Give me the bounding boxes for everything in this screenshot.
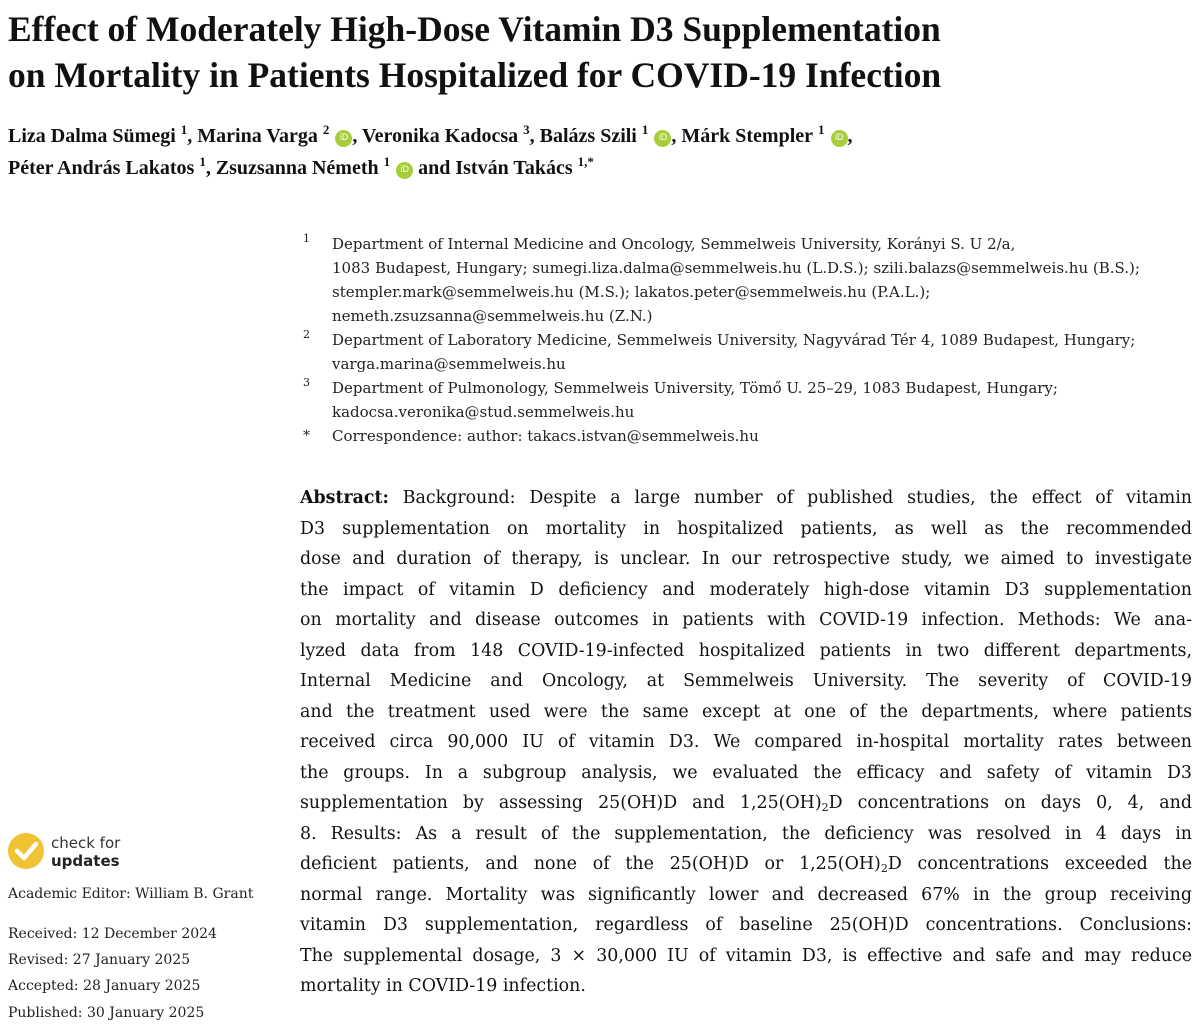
- affiliation-line: varga.marina@semmelweis.hu: [332, 355, 566, 373]
- abstract-line: Abstract: Background: Despite a large number of published studies, the effect of vitamin: [300, 488, 1192, 508]
- affiliation-ref: 2: [322, 122, 330, 137]
- title-line: on Mortality in Patients Hospitalized for COVID-19 Infection: [8, 55, 942, 95]
- abstract-line: 8. Results: As a result of the supplementation, the deficiency was resolved in 4 days in: [300, 823, 1192, 844]
- affiliation-ref: 1: [383, 154, 391, 169]
- affiliation-line: Department of Pulmonology, Semmelweis University, Tömő U. 25–29, 1083 Budapest, Hungary;: [332, 379, 1058, 397]
- affiliation-ref: 1: [818, 122, 825, 137]
- affiliation-mark: *: [303, 428, 310, 444]
- published-date: Published: 30 January 2025: [8, 1005, 205, 1021]
- academic-editor: Academic Editor: William B. Grant: [8, 886, 254, 902]
- author-name: Márk Stempler: [681, 125, 814, 147]
- affiliation-ref: 1: [641, 122, 649, 137]
- affiliation-ref: 1,*: [577, 154, 594, 169]
- abstract-line: supplementation by assessing 25(OH)D and $1,25(OH)_2D$ concentrations on days 0, 4, and: [300, 793, 1193, 814]
- affiliations: [300, 232, 1180, 448]
- accepted-date: Accepted: 28 January 2025: [8, 978, 201, 994]
- checkmark-icon: [8, 833, 44, 869]
- author-name: Marina Varga: [197, 125, 318, 147]
- subscript: 2: [821, 801, 829, 814]
- abstract-line: on mortality and disease outcomes in patients with COVID-19 infection. Methods: We ana-: [300, 610, 1192, 630]
- abstract-line: deficient patients, and none of the 25(OH)D or $1,25(OH)_2D$ concentrations exceeded the: [300, 854, 1192, 875]
- abstract-line: the groups. In a subgroup analysis, we evaluated the efficacy and safety of vitamin D3: [300, 762, 1192, 783]
- author-name: István Takács: [455, 157, 573, 179]
- author: Zsuzsanna Németh $^1$ iD and: [215, 154, 451, 179]
- abstract-line: Internal Medicine and Oncology, at Semmelweis University. The severity of COVID-19: [300, 671, 1192, 691]
- orcid-icon[interactable]: iD: [396, 162, 413, 179]
- affiliation-ref: 1: [199, 154, 206, 169]
- affiliation-line: nemeth.zsuzsanna@semmelweis.hu (Z.N.): [332, 307, 653, 325]
- affiliation-ref: 3: [523, 122, 530, 137]
- author-name: Péter András Lakatos: [8, 157, 195, 179]
- author: [455, 154, 594, 179]
- orcid-icon[interactable]: iD: [335, 130, 352, 147]
- author-line: [8, 152, 1198, 184]
- affiliation-mark: 2: [303, 328, 310, 341]
- affiliation: [300, 232, 1180, 328]
- abstract-line: received circa 90,000 IU of vitamin D3. We compared in-hospital mortality rates between: [300, 732, 1192, 752]
- author: Veronika Kadocsa $^3$,: [361, 122, 535, 147]
- abstract-line: normal range. Mortality was significantly lower and decreased 67% in the group receiving: [300, 884, 1192, 905]
- title-line: Effect of Moderately High-Dose Vitamin D3 Supplementation: [8, 9, 941, 49]
- author-name: Zsuzsanna Németh: [215, 157, 379, 179]
- check-for-label: check for: [51, 834, 121, 852]
- check-for-updates-badge[interactable]: [8, 832, 138, 872]
- abstract-line: lyzed data from 148 COVID-19-infected hospitalized patients in two different departments,: [300, 640, 1192, 661]
- author: Liza Dalma Sümegi $^1$,: [8, 122, 193, 147]
- revised-date: Revised: 27 January 2025: [8, 952, 191, 968]
- author-name: Balázs Szili: [539, 125, 637, 147]
- affiliation-mark: 1: [303, 232, 310, 245]
- author: Marina Varga $^2$ iD ,: [197, 122, 358, 147]
- abstract-line: the impact of vitamin D deficiency and moderately high-dose vitamin D3 supplementation: [300, 579, 1192, 600]
- received-date: Received: 12 December 2024: [8, 926, 217, 942]
- affiliation: [300, 376, 1180, 424]
- abstract-line: The supplemental dosage, 3 × 30,000 IU of vitamin D3, is effective and safe and may reduce: [300, 945, 1192, 966]
- subscript: 2: [880, 862, 888, 875]
- abstract-label: Abstract:: [300, 488, 389, 508]
- paper-title: [8, 6, 1198, 98]
- author-line: [8, 120, 1198, 152]
- affiliation-line: kadocsa.veronika@stud.semmelweis.hu: [332, 403, 635, 421]
- affiliation: [300, 328, 1180, 376]
- author-name: Liza Dalma Sümegi: [8, 125, 176, 147]
- abstract: [300, 483, 1192, 1002]
- affiliation: [300, 424, 1180, 448]
- abstract-line: mortality in COVID-19 infection.: [300, 976, 586, 996]
- abstract-line: vitamin D3 supplementation, regardless of baseline 25(OH)D concentrations. Conclusions:: [300, 915, 1192, 935]
- orcid-icon[interactable]: iD: [654, 130, 671, 147]
- author-name: Veronika Kadocsa: [361, 125, 519, 147]
- affiliation-line: Correspondence: author: takacs.istvan@semmelweis.hu: [332, 427, 759, 445]
- affiliation-line: Department of Internal Medicine and Oncology, Semmelweis University, Korányi S. U 2/a,: [332, 235, 1016, 253]
- author-list: [8, 120, 1198, 184]
- author: Péter András Lakatos $^1$,: [8, 154, 211, 179]
- affiliation-line: stempler.mark@semmelweis.hu (M.S.); lakatos.peter@semmelweis.hu (P.A.L.);: [332, 283, 931, 301]
- abstract-line: and the treatment used were the same except at one of the departments, where patients: [300, 701, 1192, 722]
- orcid-icon[interactable]: iD: [831, 130, 848, 147]
- author: Márk Stempler $^1$ iD ,: [681, 122, 853, 147]
- affiliation-mark: 3: [303, 376, 310, 389]
- affiliation-ref: 1: [180, 122, 188, 137]
- abstract-line: dose and duration of therapy, is unclear. In our retrospective study, we aimed to investigate: [300, 549, 1192, 569]
- updates-label: updates: [51, 852, 120, 870]
- abstract-line: D3 supplementation on mortality in hospitalized patients, as well as the recommended: [300, 518, 1192, 539]
- affiliation-line: Department of Laboratory Medicine, Semmelweis University, Nagyvárad Tér 4, 1089 Budapest, Hungary;: [332, 331, 1136, 349]
- affiliation-line: 1083 Budapest, Hungary; sumegi.liza.dalma@semmelweis.hu (L.D.S.); szili.balazs@semmelweis.hu (B.S.);: [332, 259, 1140, 277]
- author: Balázs Szili $^1$ iD ,: [539, 122, 677, 147]
